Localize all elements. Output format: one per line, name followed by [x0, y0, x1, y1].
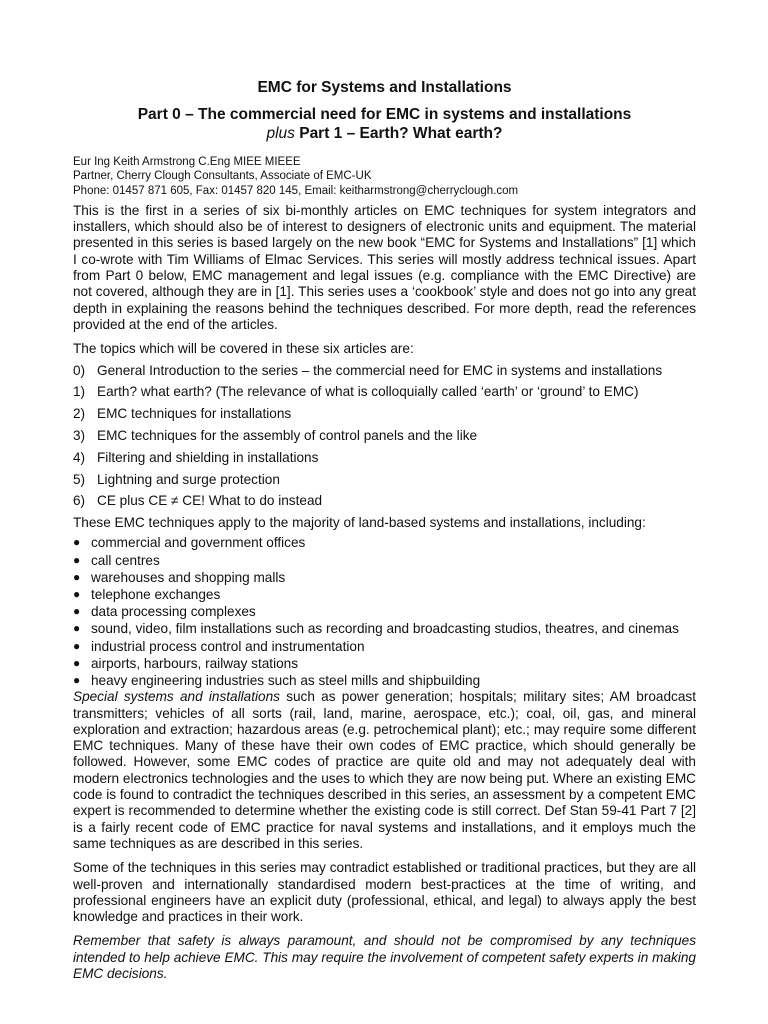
topics-intro: The topics which will be covered in these six articles are: — [73, 341, 414, 357]
contradict-paragraph: Some of the techniques in this series may contradict established or traditional practices, but they are all well-proven and internationally standardised modern best-practices at the time of writing, and professional engineers have an explicit duty (professional, ethical, and legal) to always apply the best knowledge and practices in their work. — [73, 860, 696, 925]
applications-list — [73, 534, 696, 689]
bullet-icon: ● — [73, 535, 81, 550]
bullet-icon: ● — [73, 604, 81, 619]
topic-item: 5) Lightning and surge protection — [73, 471, 280, 487]
intro-paragraph: This is the first in a series of six bi-monthly articles on EMC techniques for system integrators and installers, which should also be of interest to designers of electronic units and equipment. The material presented in this series is based largely on the new book “EMC for Systems and Installations” [1] which I co-wrote with Tim Williams of Elmac Services. This series will mostly address technical issues. Apart from Part 0 below, EMC management and legal issues (e.g. compliance with the EMC Directive) are not covered, although they are in [1]. This series uses a ‘cookbook’ style and does not go into any great depth in explaining the reasons behind the techniques described. For more depth, read the references provided at the end of the articles. — [73, 202, 696, 332]
document-title: EMC for Systems and Installations — [257, 79, 512, 96]
special-systems-lead: Special systems and installations — [73, 689, 280, 705]
topic-item: 2) EMC techniques for installations — [73, 406, 292, 422]
author-contact: Phone: 01457 871 605, Fax: 01457 820 145, Email: keitharmstrong@cherryclough.com — [73, 184, 519, 197]
list-item: ● call centres — [73, 552, 160, 568]
list-item: ● sound, video, film installations such as recording and broadcasting studios, theatres, and cinemas — [73, 621, 679, 637]
subtitle-plus: plus — [266, 125, 295, 142]
applications-intro: These EMC techniques apply to the majority of land-based systems and installations, including: — [73, 515, 646, 531]
subtitle-part1: Part 1 – Earth? What earth? — [294, 125, 503, 142]
author-affiliation: Partner, Cherry Clough Consultants, Associate of EMC-UK — [73, 170, 372, 183]
subtitle-part0: Part 0 – The commercial need for EMC in systems and installations — [137, 106, 632, 123]
special-systems-paragraph — [73, 689, 696, 852]
bullet-icon: ● — [73, 655, 81, 670]
safety-note: Remember that safety is always paramount, and should not be compromised by any techniques intended to help achieve EMC. This may require the involvement of competent safety experts in making EMC decisions. — [73, 933, 696, 982]
bullet-icon: ● — [73, 621, 81, 636]
list-item: ● heavy engineering industries such as steel mills and shipbuilding — [73, 673, 481, 689]
bullet-icon: ● — [73, 587, 81, 602]
topic-item: 1) Earth? what earth? (The relevance of what is colloquially called ‘earth’ or ‘ground’ to EMC) — [73, 384, 639, 400]
list-item: ● data processing complexes — [73, 604, 256, 620]
bullet-icon: ● — [73, 552, 81, 567]
list-item: ● airports, harbours, railway stations — [73, 655, 299, 671]
topic-item: 4) Filtering and shielding in installations — [73, 449, 319, 465]
topic-item: 3) EMC techniques for the assembly of control panels and the like — [73, 427, 478, 443]
special-systems-body: such as power generation; hospitals; military sites; AM broadcast transmitters; vehicles of all sorts (rail, land, marine, aerospace, etc.); coal, oil, gas, and mineral exploration and extraction; hazardous areas (e.g. petrochemical plant); etc.; may require some different EMC techniques. Many of these have their own codes of EMC practice, which should generally be followed. However, some EMC codes of practice are quite old and may not adequately deal with modern electronics technologies and the uses to which they are now being put. Where an existing EMC code is found to contradict the techniques described in this series, an assessment by a competent EMC expert is recommended to determine whether the existing code is still correct. Def Stan 59-41 Part 7 [2] is a fairly recent code of EMC practice for naval systems and installations, and it employs much the same techniques as are described in this series. — [73, 689, 696, 851]
bullet-icon: ● — [73, 673, 81, 688]
list-item: ● industrial process control and instrumentation — [73, 638, 365, 654]
author-block — [73, 155, 696, 198]
list-item: ● commercial and government offices — [73, 535, 306, 551]
document-subtitle — [73, 105, 696, 143]
author-name: Eur Ing Keith Armstrong C.Eng MIEE MIEEE — [73, 156, 301, 168]
topics-list — [73, 363, 696, 510]
topic-item: 0) General Introduction to the series – the commercial need for EMC in systems and installations — [73, 362, 663, 378]
list-item: ● telephone exchanges — [73, 587, 221, 603]
list-item: ● warehouses and shopping malls — [73, 569, 286, 585]
bullet-icon: ● — [73, 569, 81, 584]
topic-item: 6) CE plus CE ≠ CE! What to do instead — [73, 493, 323, 509]
bullet-icon: ● — [73, 638, 81, 653]
